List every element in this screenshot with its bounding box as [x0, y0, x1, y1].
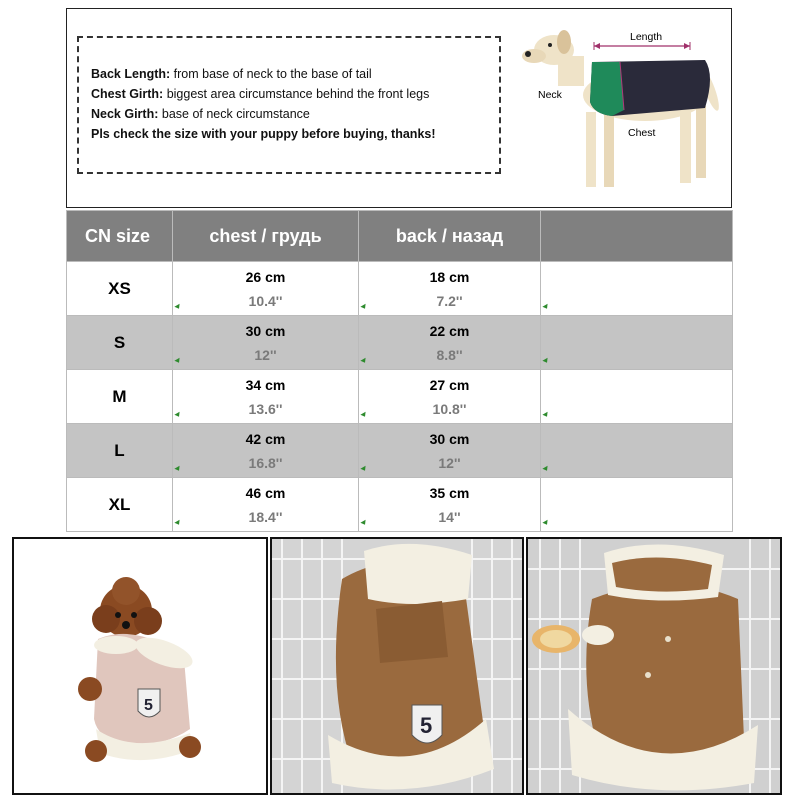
product-photo-brown-coat-back: [270, 537, 524, 795]
chest-inch: 10.4'': [248, 292, 283, 309]
back-cell: [359, 370, 541, 424]
empty-cell: [541, 370, 733, 424]
back-inch: 10.8'': [432, 400, 467, 417]
check-size-note: Pls check the size with your puppy before buying, thanks!: [91, 127, 436, 141]
table-row: [67, 316, 733, 370]
chest-cm: 26 cm: [245, 268, 286, 285]
chest-cm: 46 cm: [245, 484, 286, 501]
product-photo-pink-coat: [12, 537, 268, 795]
back-inch: 12'': [438, 454, 461, 471]
table-row: [67, 478, 733, 532]
back-cell: [359, 262, 541, 316]
back-cm: 27 cm: [429, 376, 470, 393]
chest-cell: [173, 424, 359, 478]
chest-cell: [173, 316, 359, 370]
dog-vest-collar: [590, 62, 624, 116]
back-inch: 14'': [438, 508, 461, 525]
size-cell: XL: [67, 478, 173, 532]
length-arrow-left-head: [594, 43, 600, 49]
back-cm: 18 cm: [429, 268, 470, 285]
chest-girth-note: Chest Girth: biggest area circumstance behind the front legs: [91, 87, 430, 101]
empty-cell: [541, 478, 733, 532]
chest-inch: 12'': [254, 346, 277, 363]
header-cn-size: CN size: [67, 211, 173, 262]
back-cell: [359, 316, 541, 370]
chest-cell: [173, 370, 359, 424]
back-cm: 30 cm: [429, 430, 470, 447]
badge-number: 5: [144, 697, 153, 714]
chest-cm: 42 cm: [245, 430, 286, 447]
chest-inch: 13.6'': [248, 400, 283, 417]
chest-label: Chest: [628, 127, 656, 139]
table-row: [67, 370, 733, 424]
size-cell: M: [67, 370, 173, 424]
back-cm: 35 cm: [429, 484, 470, 501]
table-row: [67, 262, 733, 316]
chest-cm: 34 cm: [245, 376, 286, 393]
size-cell: XS: [67, 262, 173, 316]
neck-girth-note: Neck Girth: base of neck circumstance: [91, 107, 310, 121]
back-length-note: Back Length: from base of neck to the base of tail: [91, 67, 372, 81]
header-back: back / назад: [359, 211, 541, 262]
size-chart-table: [66, 210, 733, 532]
back-cm: 22 cm: [429, 322, 470, 339]
dog-measurement-diagram: [520, 20, 730, 200]
header-chest: chest / грудь: [173, 211, 359, 262]
header-extra: [541, 211, 733, 262]
chest-cm: 30 cm: [245, 322, 286, 339]
measurement-notes: [77, 36, 501, 174]
badge-number: 5: [420, 713, 433, 738]
fleece-hood: [364, 544, 472, 604]
empty-cell: [541, 424, 733, 478]
size-cell: L: [67, 424, 173, 478]
empty-cell: [541, 316, 733, 370]
chest-inch: 16.8'': [248, 454, 283, 471]
dog-front-leg: [586, 112, 596, 187]
size-cell: S: [67, 316, 173, 370]
chest-cell: [173, 262, 359, 316]
back-inch: 7.2'': [436, 292, 463, 309]
back-cell: [359, 424, 541, 478]
length-arrow-right-head: [684, 43, 690, 49]
chest-cell: [173, 478, 359, 532]
empty-cell: [541, 262, 733, 316]
product-photo-brown-coat-open: [526, 537, 782, 795]
length-label: Length: [630, 31, 663, 43]
back-cell: [359, 478, 541, 532]
table-row: [67, 424, 733, 478]
table-header-row: [67, 211, 733, 262]
neck-label: Neck: [538, 89, 562, 101]
back-inch: 8.8'': [436, 346, 463, 363]
dog-hind-leg: [680, 108, 691, 183]
chest-inch: 18.4'': [248, 508, 283, 525]
brown-coat: [586, 584, 744, 757]
